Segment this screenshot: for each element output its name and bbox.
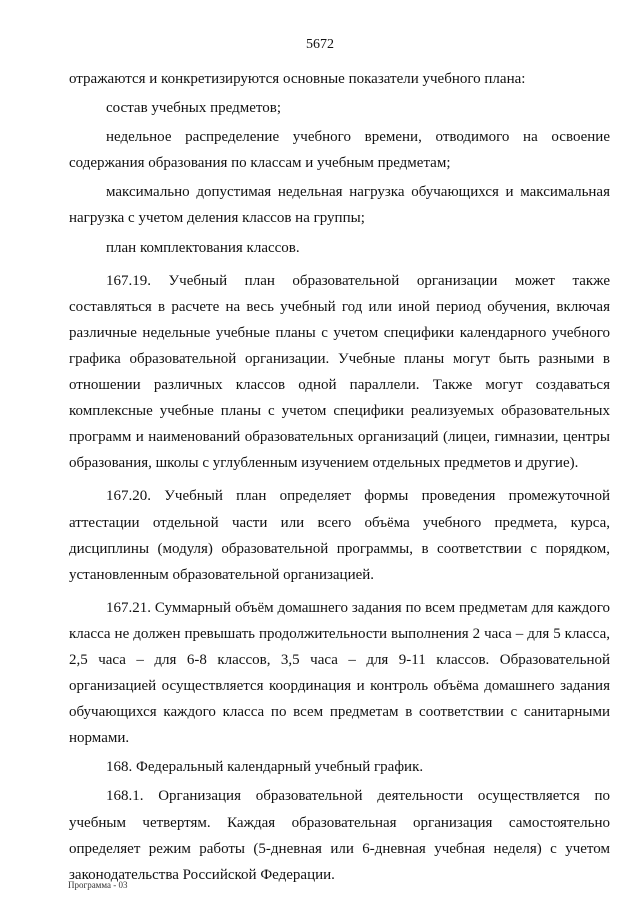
- list-item-max-load: максимально допустимая недельная нагрузка обучающихся и максимальная нагрузка с учетом деления классов на группы;: [69, 184, 610, 227]
- page-number: 5672: [306, 37, 334, 52]
- document-body: [69, 66, 610, 888]
- paragraph-167-20: 167.20. Учебный план определяет формы проведения промежуточной аттестации отдельной части или всего объёма учебного предмета, курса, дисциплины (модуля) образовательной программы, в соответствии с порядком, установленным образовательной организацией.: [69, 488, 610, 583]
- list-item-subjects: состав учебных предметов;: [106, 100, 281, 117]
- section-heading-168: 168. Федеральный календарный учебный график.: [106, 759, 424, 776]
- paragraph-167-19: 167.19. Учебный план образовательной организации может также составляться в расчете на весь учебный год или иной период обучения, включая различные недельные учебные планы с учетом специфики календарного учебного графика образовательной организации. Учебные планы могут быть разными в отношении различных классов одной параллели. Также могут создаваться комплексные учебные планы с учетом специфики реализуемых образовательных программ и наименований образовательных организаций (лицеи, гимназии, центры образования, школы с углубленным изучением отдельных предметов и другие).: [69, 272, 610, 472]
- paragraph-168-1: 168.1. Организация образовательной деятельности осуществляется по учебным четвертям. Каждая образовательная организация самостоятельно определяет режим работы (5-дневная или 6-дневная учебная неделя) с учетом законодательства Российской Федерации.: [69, 788, 610, 883]
- paragraph-continuation: отражаются и конкретизируются основные показатели учебного плана:: [69, 71, 526, 87]
- paragraph-167-21: 167.21. Суммарный объём домашнего задания по всем предметам для каждого класса не должен превышать продолжительности выполнения 2 часа – для 5 класса, 2,5 часа – для 6-8 классов, 3,5 часа – для 9-11 классов. Образовательной организацией осуществляется координация и контроль объёма домашнего задания обучающихся каждого класса по всем предметам в соответствии с санитарными нормами.: [69, 599, 610, 747]
- list-item-class-plan: план комплектования классов.: [106, 239, 300, 256]
- list-item-weekly-distribution: недельное распределение учебного времени, отводимого на освоение содержания образования по классам и учебным предметам;: [69, 129, 610, 172]
- page-footer: Программа - 03: [68, 880, 128, 890]
